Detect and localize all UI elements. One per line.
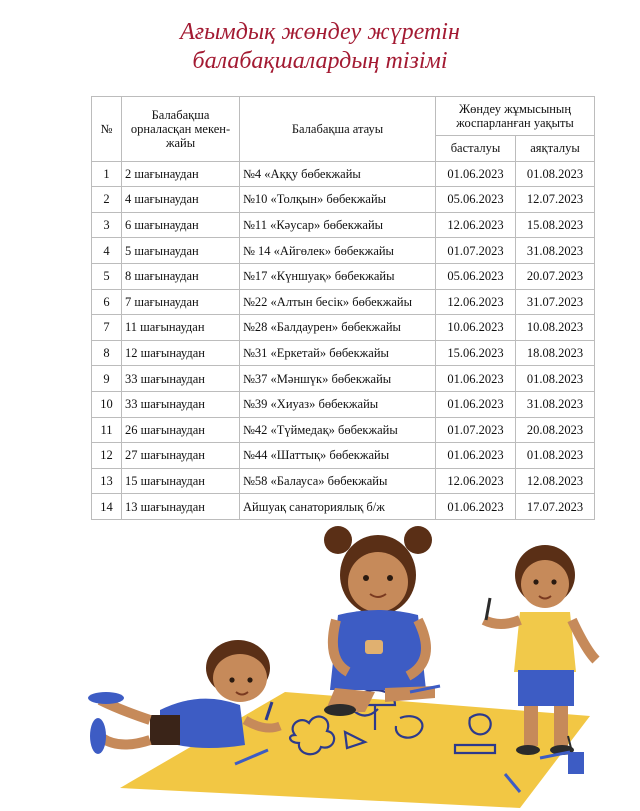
table-row [92,315,595,341]
row-kindergarten-name: №28 «Балдаурен» бөбекжайы [240,315,436,341]
row-end-date: 31.08.2023 [516,238,595,264]
row-kindergarten-name: №44 «Шаттық» бөбекжайы [240,443,436,469]
table-body [92,161,595,519]
row-address: 8 шағынаудан [122,263,240,289]
row-number: 9 [92,366,122,392]
row-end-date: 12.08.2023 [516,468,595,494]
kindergarten-table [91,96,595,520]
row-address: 7 шағынаудан [122,289,240,315]
row-address: 15 шағынаудан [122,468,240,494]
row-address: 13 шағынаудан [122,494,240,520]
row-number: 11 [92,417,122,443]
row-kindergarten-name: №22 «Алтын бесік» бөбекжайы [240,289,436,315]
row-number: 12 [92,443,122,469]
row-number: 7 [92,315,122,341]
row-number: 5 [92,263,122,289]
row-address: 33 шағынаудан [122,366,240,392]
row-address: 5 шағынаудан [122,238,240,264]
row-end-date: 15.08.2023 [516,212,595,238]
row-number: 14 [92,494,122,520]
table-row [92,238,595,264]
row-address: 6 шағынаудан [122,212,240,238]
row-end-date: 31.08.2023 [516,391,595,417]
row-number: 10 [92,391,122,417]
row-start-date: 01.07.2023 [436,417,516,443]
row-kindergarten-name: №4 «Аққу бөбекжайы [240,161,436,187]
row-address: 26 шағынаудан [122,417,240,443]
row-end-date: 01.08.2023 [516,443,595,469]
table-row [92,289,595,315]
row-end-date: 20.08.2023 [516,417,595,443]
row-start-date: 01.06.2023 [436,391,516,417]
row-start-date: 01.06.2023 [436,366,516,392]
row-number: 4 [92,238,122,264]
row-end-date: 01.08.2023 [516,161,595,187]
row-kindergarten-name: №37 «Мәншүк» бөбекжайы [240,366,436,392]
header-end: аяқталуы [516,136,595,162]
row-kindergarten-name: №11 «Кәусар» бөбекжайы [240,212,436,238]
row-kindergarten-name: №42 «Түймедақ» бөбекжайы [240,417,436,443]
title-line-1: Ағымдық жөндеу жүретін [180,19,460,45]
row-start-date: 05.06.2023 [436,263,516,289]
row-end-date: 17.07.2023 [516,494,595,520]
table-row [92,187,595,213]
header-address: Балабақша орналасқан мекен-жайы [122,97,240,162]
row-address: 33 шағынаудан [122,391,240,417]
row-start-date: 12.06.2023 [436,468,516,494]
row-start-date: 01.06.2023 [436,161,516,187]
table-row [92,366,595,392]
row-end-date: 31.07.2023 [516,289,595,315]
row-end-date: 12.07.2023 [516,187,595,213]
header-no: № [92,97,122,162]
row-kindergarten-name: Айшуақ санаториялық б/ж [240,494,436,520]
row-address: 27 шағынаудан [122,443,240,469]
row-address: 2 шағынаудан [122,161,240,187]
table-row [92,263,595,289]
row-start-date: 15.06.2023 [436,340,516,366]
table-row [92,468,595,494]
table-row [92,340,595,366]
row-address: 12 шағынаудан [122,340,240,366]
row-kindergarten-name: №17 «Күншуақ» бөбекжайы [240,263,436,289]
header-start: басталуы [436,136,516,162]
page-title [0,18,640,76]
row-number: 2 [92,187,122,213]
row-start-date: 12.06.2023 [436,212,516,238]
table-row [92,494,595,520]
header-period: Жөндеу жұмысының жоспарланған уақыты [436,97,595,136]
row-address: 4 шағынаудан [122,187,240,213]
table-row [92,212,595,238]
row-kindergarten-name: №31 «Еркетай» бөбекжайы [240,340,436,366]
header-name: Балабақша атауы [240,97,436,162]
row-number: 1 [92,161,122,187]
table-row [92,417,595,443]
row-number: 8 [92,340,122,366]
row-kindergarten-name: №10 «Толқын» бөбекжайы [240,187,436,213]
table-row [92,391,595,417]
row-kindergarten-name: №58 «Балауса» бөбекжайы [240,468,436,494]
table-header-row [92,97,595,136]
row-start-date: 05.06.2023 [436,187,516,213]
row-start-date: 01.07.2023 [436,238,516,264]
row-end-date: 18.08.2023 [516,340,595,366]
children-drawing-illustration [0,520,640,811]
row-number: 13 [92,468,122,494]
row-number: 6 [92,289,122,315]
row-end-date: 20.07.2023 [516,263,595,289]
row-start-date: 12.06.2023 [436,289,516,315]
row-end-date: 01.08.2023 [516,366,595,392]
row-kindergarten-name: №39 «Хиуаз» бөбекжайы [240,391,436,417]
title-line-2: балабақшалардың тізімі [192,48,448,74]
row-end-date: 10.08.2023 [516,315,595,341]
row-number: 3 [92,212,122,238]
row-start-date: 10.06.2023 [436,315,516,341]
row-address: 11 шағынаудан [122,315,240,341]
table-row [92,443,595,469]
row-kindergarten-name: № 14 «Айгөлек» бөбекжайы [240,238,436,264]
row-start-date: 01.06.2023 [436,494,516,520]
row-start-date: 01.06.2023 [436,443,516,469]
table-row [92,161,595,187]
girl-figure [324,526,435,716]
